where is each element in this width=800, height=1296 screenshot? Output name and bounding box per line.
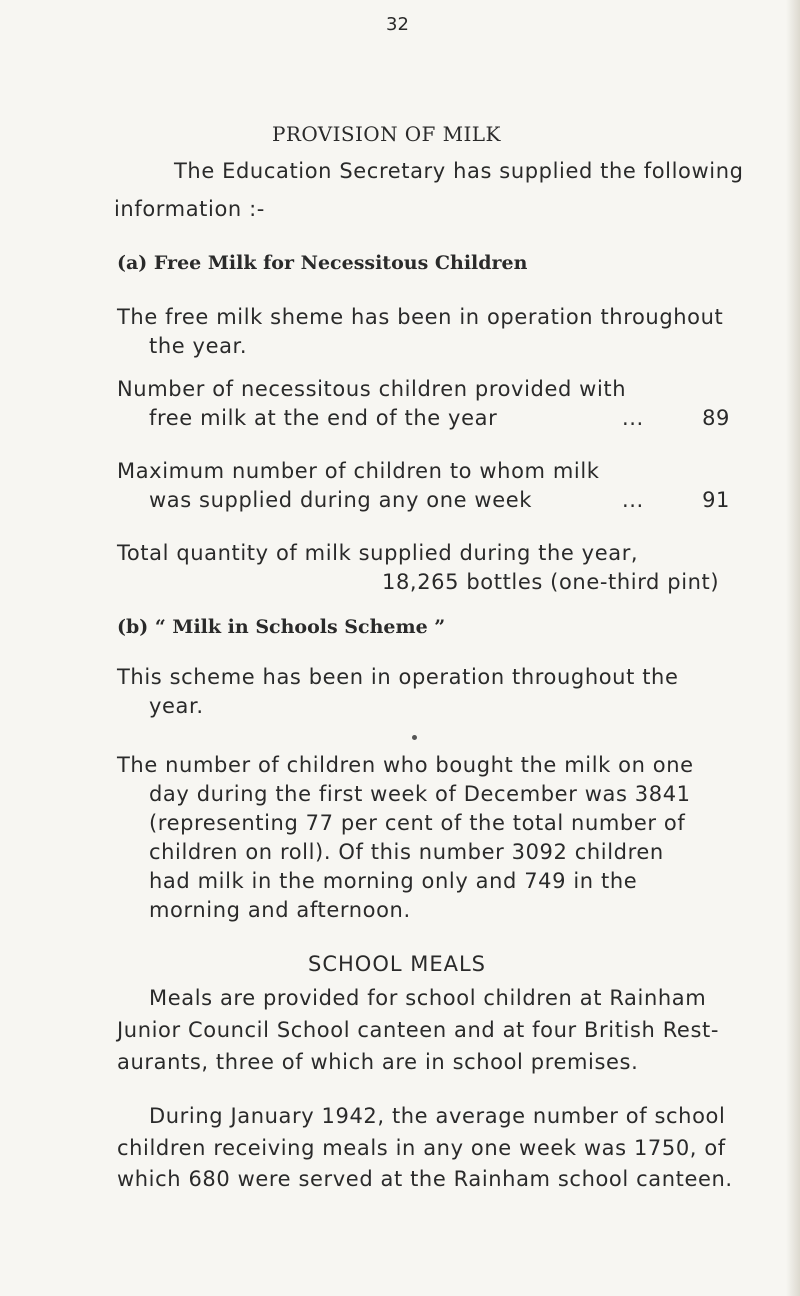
item2-line-1: Maximum number of children to whom milk [117, 459, 600, 483]
section-a-para-line-1: The free milk sheme has been in operation throughout [117, 305, 724, 329]
meals-para2-line-3: which 680 were served at the Rainham school canteen. [117, 1167, 733, 1191]
section-b-para2-line-2: day during the first week of December was 3841 [149, 782, 691, 806]
section-a-para-line-2: the year. [149, 334, 248, 358]
meals-para2-line-2: children receiving meals in any one week was 1750, of [117, 1136, 726, 1160]
page-number: 32 [386, 14, 409, 35]
school-meals-title: SCHOOL MEALS [308, 952, 487, 976]
section-b-para1-line-2: year. [149, 694, 204, 718]
section-b-para2-line-6: morning and afternoon. [149, 898, 411, 922]
item1-line-2: free milk at the end of the year [149, 406, 498, 430]
intro-line-2: information :- [114, 197, 265, 221]
page-edge-shadow [786, 0, 800, 1296]
section-b-para2-line-3: (representing 77 per cent of the total number of [149, 811, 686, 835]
section-b-para2-line-1: The number of children who bought the milk on one [117, 753, 694, 777]
item3-line-1: Total quantity of milk supplied during the year, [117, 541, 639, 565]
section-b-para2-line-4: children on roll). Of this number 3092 children [149, 840, 664, 864]
page-title: PROVISION OF MILK [272, 122, 501, 146]
item1-line-1: Number of necessitous children provided with [117, 377, 627, 401]
item3-line-2: 18,265 bottles (one-third pint) [382, 570, 720, 594]
meals-para1-line-3: aurants, three of which are in school premises. [117, 1050, 639, 1074]
section-b-heading: (b) “ Milk in Schools Scheme ” [117, 616, 446, 638]
item2-leader-dots: ... [622, 488, 644, 512]
section-b-para2-line-5: had milk in the morning only and 749 in the [149, 869, 638, 893]
ink-speck [412, 735, 417, 740]
section-b-para1-line-1: This scheme has been in operation throughout the [117, 665, 679, 689]
section-a-heading: (a) Free Milk for Necessitous Children [117, 252, 528, 274]
item1-value: 89 [702, 406, 730, 430]
meals-para2-line-1: During January 1942, the average number of school [149, 1104, 726, 1128]
meals-para1-line-1: Meals are provided for school children at Rainham [149, 986, 707, 1010]
item2-line-2: was supplied during any one week [149, 488, 532, 512]
item2-value: 91 [702, 488, 730, 512]
intro-line-1: The Education Secretary has supplied the following [174, 159, 744, 183]
meals-para1-line-2: Junior Council School canteen and at four British Rest- [117, 1018, 720, 1042]
item1-leader-dots: ... [622, 406, 644, 430]
